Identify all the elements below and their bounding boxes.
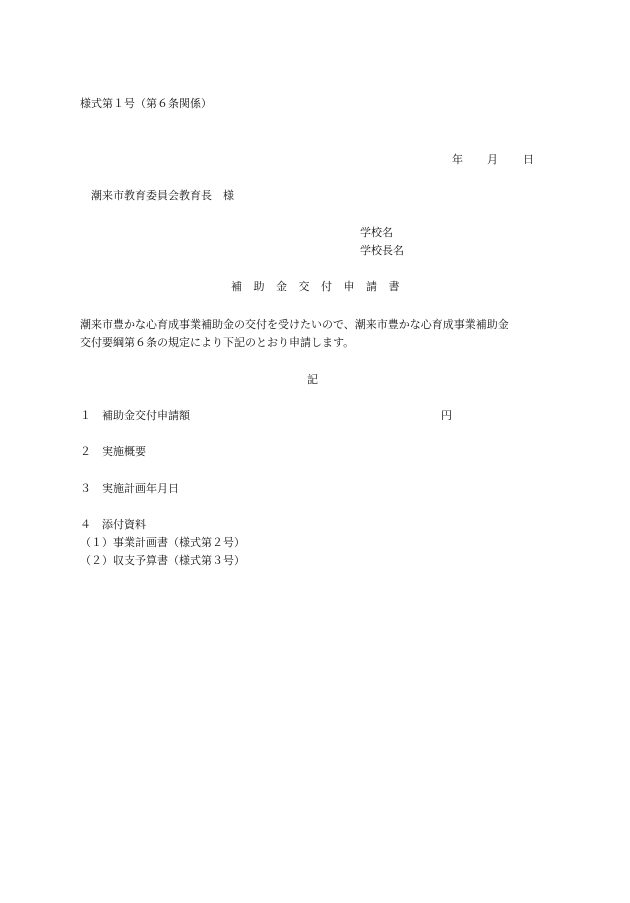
school-name-label: 学校名 [360, 226, 393, 239]
item-label-2: 実施概要 [102, 445, 146, 458]
ki-heading: 記 [307, 373, 318, 386]
date-day-label: 日 [523, 153, 534, 166]
amount-unit-label: 円 [441, 409, 452, 422]
date-month-label: 月 [487, 153, 498, 166]
attachment-item-1: （１）事業計画書（様式第２号） [80, 536, 245, 549]
item-label-3: 実施計画年月日 [102, 482, 179, 495]
date-year-label: 年 [452, 153, 463, 166]
item-number-4: ４ [80, 518, 91, 531]
document-title: 補助金交付申請書 [231, 280, 411, 293]
form-number: 様式第１号（第６条関係） [80, 97, 212, 110]
attachment-item-2: （２）収支予算書（様式第３号） [80, 554, 245, 567]
item-number-2: ２ [80, 445, 91, 458]
addressee: 潮来市教育委員会教育長 様 [91, 189, 234, 202]
principal-name-label: 学校長名 [360, 244, 404, 257]
body-text-line-1: 潮来市豊かな心育成事業補助金の交付を受けたいので、潮来市豊かな心育成事業補助金 [80, 318, 509, 331]
item-label-4: 添付資料 [102, 518, 146, 531]
item-number-3: ３ [80, 482, 91, 495]
body-text-line-2: 交付要綱第６条の規定により下記のとおり申請します。 [80, 336, 355, 349]
item-number-1: １ [80, 409, 91, 422]
item-label-1: 補助金交付申請額 [102, 409, 190, 422]
